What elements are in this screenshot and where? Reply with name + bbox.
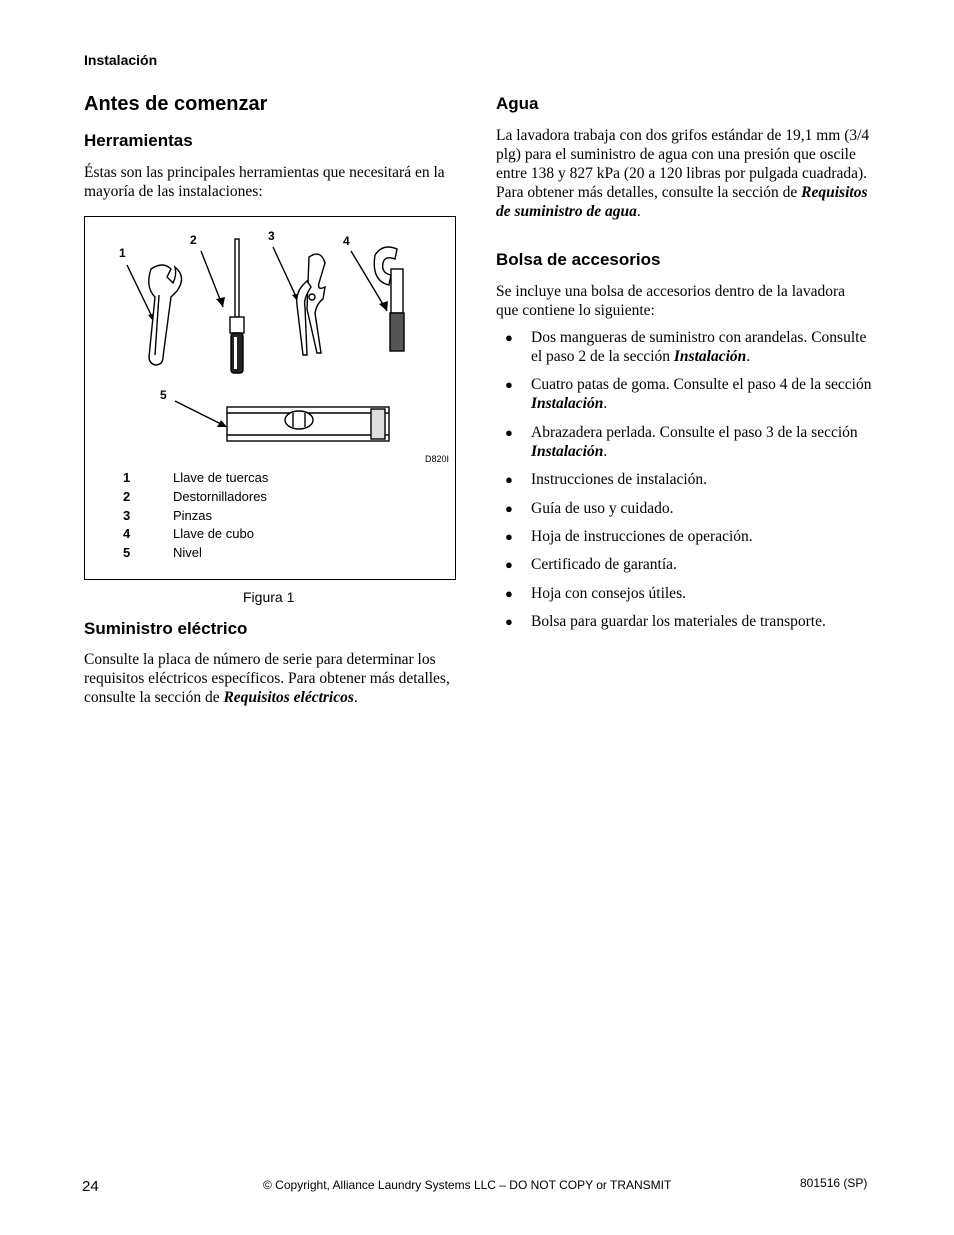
figure-code: D820I [425, 454, 450, 464]
wrench-icon [149, 265, 182, 365]
bullet-icon: ● [505, 500, 513, 516]
pliers-icon [297, 254, 325, 355]
page-number: 24 [82, 1178, 99, 1195]
bullet-icon: ● [505, 614, 513, 630]
bullet-icon: ● [505, 585, 513, 601]
section-reference: Instalación [673, 348, 747, 365]
section-reference: Instalación [531, 395, 604, 413]
accessory-item: ● Abrazadera perlada. Consulte el paso 3 de la sección Instalación. [505, 423, 858, 460]
accessories-list [505, 328, 875, 641]
electric-heading: Suministro eléctrico [84, 619, 248, 638]
section-label: Instalación [84, 52, 158, 68]
callout-2: 2 [190, 233, 197, 247]
bullet-icon: ● [505, 377, 513, 393]
tools-figure [84, 216, 456, 580]
water-heading: Agua [496, 94, 539, 113]
bullet-icon: ● [505, 528, 513, 544]
accessory-item: ● Bolsa para guardar los materiales de transporte. [505, 613, 826, 631]
callout-2-arrow [216, 297, 225, 307]
bullet-icon: ● [505, 330, 513, 345]
legend-row: 2 Destornilladores [123, 488, 267, 504]
accessory-item: ● Instrucciones de instalación. [505, 471, 708, 489]
copyright: © Copyright, Alliance Laundry Systems LLC – DO NOT COPY or TRANSMIT [263, 1178, 672, 1192]
callout-3: 3 [268, 229, 275, 243]
accessory-item: ● Hoja de instrucciones de operación. [505, 527, 753, 545]
section-reference: Instalación [531, 442, 604, 460]
callout-5-leader [175, 401, 227, 427]
accessory-item: ● Hoja con consejos útiles. [505, 584, 686, 602]
legend-row: 3 Pinzas [123, 507, 213, 523]
level-icon [227, 407, 389, 441]
figure-legend [123, 469, 268, 563]
accessory-item: ● Guía de uso y cuidado. [505, 499, 674, 517]
callout-4: 4 [343, 234, 350, 248]
callout-5: 5 [160, 388, 167, 402]
tools-illustration [85, 217, 457, 457]
callout-1: 1 [119, 246, 126, 260]
legend-row: 1 Llave de tuercas [123, 470, 269, 485]
figure-caption: Figura 1 [243, 589, 295, 605]
accessories-intro: Se incluye una bolsa de accesorios dentro de la lavadora que contiene lo siguiente: [496, 283, 846, 319]
accessories-heading: Bolsa de accesorios [496, 250, 661, 269]
tools-intro: Éstas son las principales herramientas que necesitará en la mayoría de las instalaciones: [84, 164, 445, 200]
water-link: Requisitos de suministro de agua [496, 184, 868, 220]
water-text: La lavadora trabaja con dos grifos estándar de 19,1 mm (3/4 plg) para el suministro de agua con una presión que oscile entre 138 y 827 kPa (20 a 120 libras por pulgada cuadrada). Para obtener más detalles, consulte la sección de Requisitos de suministro de agua. [496, 127, 870, 220]
legend-row: 4 Llave de cubo [123, 526, 254, 542]
tools-heading: Herramientas [84, 131, 193, 150]
accessory-item: ● Cuatro patas de goma. Consulte el paso 4 de la sección Instalación. [505, 376, 872, 413]
screwdriver-icon [230, 239, 244, 373]
bullet-icon: ● [505, 424, 513, 440]
electric-text: Consulte la placa de número de serie para determinar los requisitos eléctricos específicos. Para obtener más detalles, consulte la sección de Requisitos eléctricos. [84, 651, 450, 706]
electric-link: Requisitos eléctricos [223, 689, 354, 706]
document-id: 801516 (SP) [800, 1176, 868, 1190]
accessory-item: ● Dos mangueras de suministro con arandelas. Consulte el paso 2 de la sección Instalación. [505, 329, 867, 365]
callout-4-arrow [379, 301, 388, 311]
bullet-icon: ● [505, 557, 513, 573]
bullet-icon: ● [505, 472, 513, 488]
page-title: Antes de comenzar [84, 93, 268, 115]
legend-row: 5 Nivel [123, 545, 202, 561]
accessory-item: ● Certificado de garantía. [505, 556, 677, 574]
socket-wrench-icon [374, 247, 404, 351]
